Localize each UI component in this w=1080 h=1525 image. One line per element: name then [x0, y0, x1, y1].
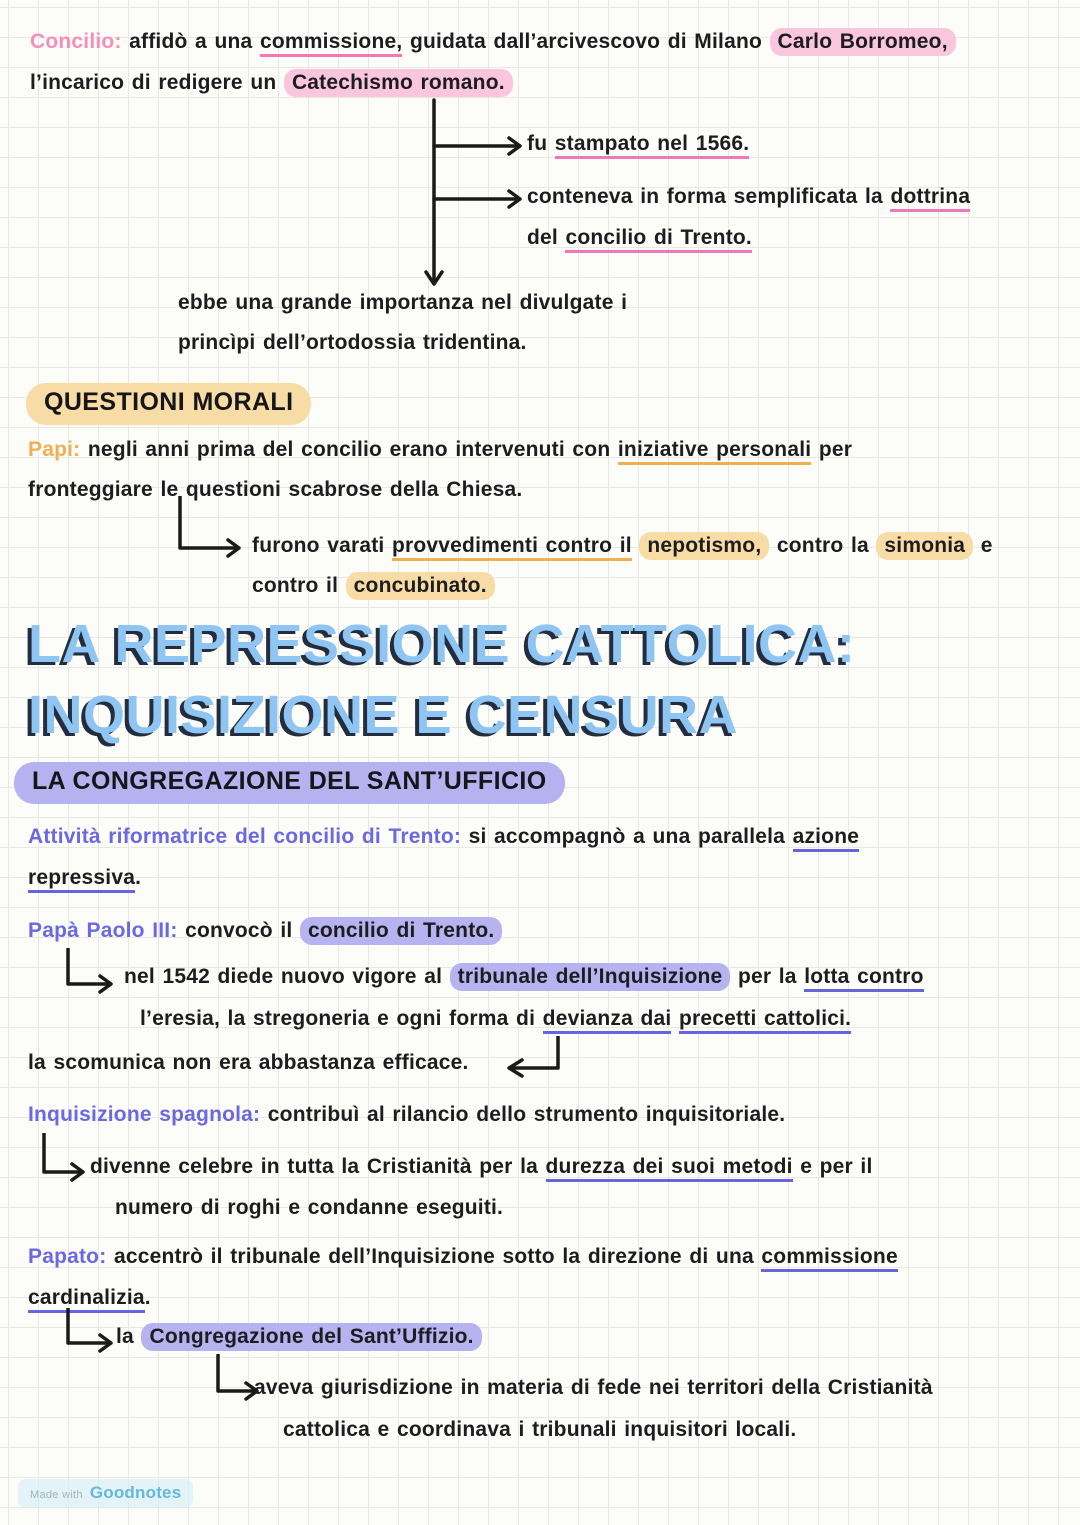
underlined-term-stampato-1566: stampato nel 1566.	[555, 132, 750, 159]
underlined-term-precetti-cattolici: precetti cattolici.	[679, 1007, 851, 1034]
underlined-term-provvedimenti: provvedimenti contro il	[392, 534, 632, 561]
concilio-line-1	[30, 30, 956, 54]
congregazione-line	[116, 1325, 482, 1349]
text-segment: per la	[730, 965, 805, 988]
spagnola-line	[28, 1103, 785, 1127]
papi-line-2: fronteggiare le questioni scabrose della Chiesa.	[28, 478, 523, 501]
underlined-term-concilio-di-trento: concilio di Trento.	[565, 226, 751, 253]
text-segment: negli anni prima del concilio erano intervenuti con	[87, 438, 618, 461]
text-segment: .	[144, 1286, 151, 1309]
text-segment: guidata dall’arcivescovo di Milano	[402, 30, 770, 53]
concilio-line-2	[30, 71, 513, 95]
text-segment: e per il	[792, 1155, 873, 1178]
text-segment: la	[116, 1325, 142, 1348]
page-title-line-2: INQUISIZIONE E CENSURA	[28, 685, 739, 745]
underlined-term-repressiva: repressiva	[28, 866, 135, 893]
papato-line-1	[28, 1245, 898, 1269]
text-segment: del	[527, 226, 566, 249]
highlighted-term-simonia: simonia	[876, 532, 973, 560]
highlighted-term-concubinato: concubinato.	[346, 572, 495, 600]
text-segment: .	[135, 866, 142, 889]
text-segment: fu	[527, 132, 555, 155]
highlighted-term-tribunale-inquisizione: tribunale dell’Inquisizione	[450, 963, 731, 991]
celebre-line-1	[90, 1155, 873, 1179]
section-heading-questioni-morali: QUESTIONI MORALI	[26, 383, 311, 425]
paolo-line	[28, 919, 502, 943]
term-label-concilio: Concilio:	[30, 30, 130, 53]
papato-line-2	[28, 1286, 151, 1310]
text-segment: si accompagnò a una parallela	[468, 825, 793, 848]
branch-doctrine-line-2	[527, 226, 752, 250]
term-label-papato: Papato:	[28, 1245, 114, 1268]
underlined-term-azione: azione	[793, 825, 860, 852]
term-label-attivita: Attività riformatrice del concilio di Trento:	[28, 825, 469, 848]
importance-line-1: ebbe una grande importanza nel divulgate i	[178, 291, 628, 314]
attivita-line-1	[28, 825, 859, 849]
l-arrow-icon	[64, 948, 126, 996]
vigore-line-2	[140, 1007, 851, 1031]
text-segment: furono varati	[252, 534, 392, 557]
watermark-prefix: Made with	[30, 1489, 83, 1501]
attivita-line-2	[28, 866, 141, 890]
text-segment: l’eresia, la stregoneria e ogni forma di	[140, 1007, 543, 1030]
underlined-term-iniziative-personali: iniziative personali	[618, 438, 811, 465]
page-title-line-1: LA REPRESSIONE CATTOLICA:	[28, 614, 856, 674]
highlighted-term-catechismo-romano: Catechismo romano.	[284, 69, 513, 97]
text-segment: affidò a una	[129, 30, 260, 53]
underlined-term-commissione: commissione	[761, 1245, 897, 1272]
text-segment: convocò il	[185, 919, 300, 942]
underlined-term-lotta-contro: lotta contro	[804, 965, 923, 992]
giurisdizione-line-1: aveva giurisdizione in materia di fede nei territori della Cristianità	[254, 1376, 933, 1399]
underlined-term-commissione: commissione,	[260, 30, 402, 57]
text-segment: contro il	[252, 574, 346, 597]
term-label-papi: Papi:	[28, 438, 88, 461]
underlined-term-cardinalizia: cardinalizia	[28, 1286, 145, 1313]
text-segment: l’incarico di redigere un	[30, 71, 284, 94]
return-arrow-icon	[500, 1036, 566, 1080]
text-segment	[671, 1007, 679, 1030]
provvedimenti-line-2	[252, 574, 495, 598]
l-arrow-icon	[176, 496, 254, 560]
branch-printed-line	[527, 132, 749, 156]
giurisdizione-line-2: cattolica e coordinava i tribunali inquisitori locali.	[283, 1418, 797, 1441]
vigore-line-1	[124, 965, 924, 989]
highlighted-term-nepotismo: nepotismo,	[639, 532, 769, 560]
highlighted-term-carlo-borromeo: Carlo Borromeo,	[770, 28, 956, 56]
highlighted-term-congregazione-santuffizio: Congregazione del Sant’Uffizio.	[141, 1323, 481, 1351]
text-segment: divenne celebre in tutta la Cristianità per la	[90, 1155, 546, 1178]
term-label-papa-paolo-iii: Papà Paolo III:	[28, 919, 186, 942]
branch-doctrine-line-1	[527, 185, 970, 209]
importance-line-2: princìpi dell’ortodossia tridentina.	[178, 331, 527, 354]
celebre-line-2: numero di roghi e condanne eseguiti.	[115, 1196, 504, 1219]
text-segment: conteneva in forma semplificata la	[527, 185, 891, 208]
provvedimenti-line-1	[252, 534, 993, 558]
text-segment: e	[973, 534, 993, 557]
branch-tree-arrow-icon	[424, 98, 534, 294]
text-segment: contro la	[769, 534, 877, 557]
scomunica-line: la scomunica non era abbastanza efficace.	[28, 1051, 469, 1074]
goodnotes-logo: Goodnotes	[89, 1483, 182, 1502]
term-label-inquisizione-spagnola: Inquisizione spagnola:	[28, 1103, 268, 1126]
text-segment: contribuì al rilancio dello strumento inquisitoriale.	[267, 1103, 786, 1126]
papi-line-1	[28, 438, 852, 462]
text-segment: nel 1542 diede nuovo vigore al	[124, 965, 450, 988]
highlighted-term-concilio-di-trento: concilio di Trento.	[300, 917, 502, 945]
goodnotes-watermark	[18, 1479, 193, 1508]
underlined-term-dottrina: dottrina	[890, 185, 970, 212]
underlined-term-durezza-metodi: durezza dei suoi metodi	[546, 1155, 793, 1182]
underlined-term-devianza-dai: devianza dai	[543, 1007, 672, 1034]
text-segment: per	[811, 438, 853, 461]
text-segment: accentrò il tribunale dell’Inquisizione sotto la direzione di una	[113, 1245, 762, 1268]
section-heading-congregazione-santufficio: LA CONGREGAZIONE DEL SANT’UFFICIO	[14, 762, 565, 804]
